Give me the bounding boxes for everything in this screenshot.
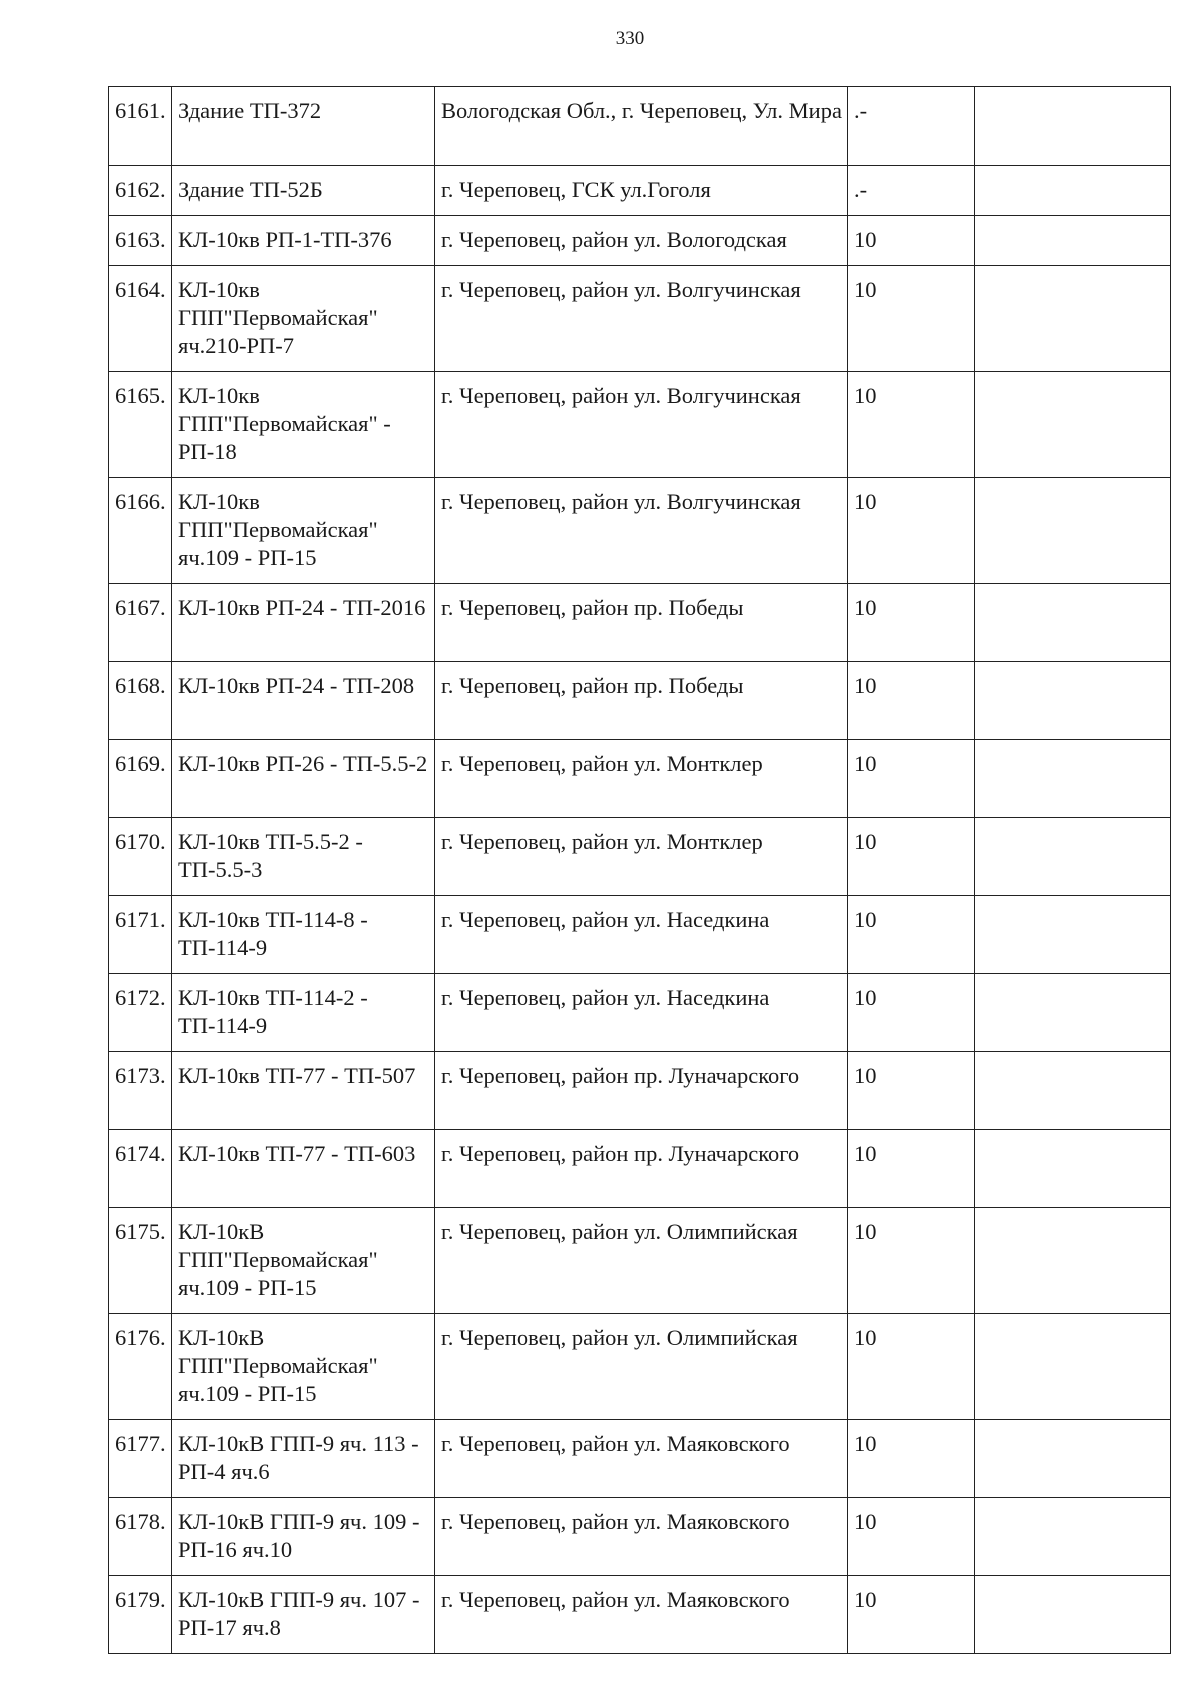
row-number: 6177. [109, 1420, 172, 1498]
object-address: г. Череповец, район ул. Волгучинская [435, 372, 848, 478]
row-number: 6169. [109, 740, 172, 818]
object-name: КЛ-10кв РП-24 - ТП-2016 [172, 584, 435, 662]
registry-table [108, 86, 1171, 1654]
voltage-value: 10 [848, 1420, 975, 1498]
row-number: 6172. [109, 974, 172, 1052]
row-number: 6163. [109, 216, 172, 266]
object-address: г. Череповец, район ул. Маяковского [435, 1576, 848, 1654]
object-address: г. Череповец, район ул. Монтклер [435, 818, 848, 896]
table-row [109, 1314, 1171, 1420]
voltage-value: 10 [848, 818, 975, 896]
object-name: КЛ-10кв ГПП"Первомайская" яч.109 - РП-15 [172, 478, 435, 584]
extra-cell [975, 87, 1171, 166]
extra-cell [975, 1576, 1171, 1654]
object-name: КЛ-10кв РП-24 - ТП-208 [172, 662, 435, 740]
table-row [109, 818, 1171, 896]
table-row [109, 1576, 1171, 1654]
table-row [109, 166, 1171, 216]
voltage-value: 10 [848, 584, 975, 662]
table-row [109, 896, 1171, 974]
object-address: г. Череповец, район ул. Маяковского [435, 1498, 848, 1576]
object-name: КЛ-10кВ ГПП-9 яч. 113 - РП-4 яч.6 [172, 1420, 435, 1498]
voltage-value: 10 [848, 1498, 975, 1576]
row-number: 6162. [109, 166, 172, 216]
table-row [109, 87, 1171, 166]
extra-cell [975, 266, 1171, 372]
extra-cell [975, 478, 1171, 584]
table-row [109, 372, 1171, 478]
voltage-value: 10 [848, 1052, 975, 1130]
object-address: г. Череповец, район ул. Волгучинская [435, 478, 848, 584]
table-row [109, 662, 1171, 740]
object-address: г. Череповец, район ул. Вологодская [435, 216, 848, 266]
voltage-value: 10 [848, 1130, 975, 1208]
row-number: 6168. [109, 662, 172, 740]
row-number: 6176. [109, 1314, 172, 1420]
extra-cell [975, 1420, 1171, 1498]
row-number: 6174. [109, 1130, 172, 1208]
object-address: г. Череповец, ГСК ул.Гоголя [435, 166, 848, 216]
object-name: КЛ-10кв ТП-77 - ТП-507 [172, 1052, 435, 1130]
object-address: г. Череповец, район ул. Наседкина [435, 896, 848, 974]
row-number: 6161. [109, 87, 172, 166]
page-number: 330 [615, 28, 645, 49]
row-number: 6179. [109, 1576, 172, 1654]
extra-cell [975, 662, 1171, 740]
object-address: г. Череповец, район пр. Победы [435, 662, 848, 740]
object-address: г. Череповец, район пр. Луначарского [435, 1130, 848, 1208]
voltage-value: 10 [848, 740, 975, 818]
extra-cell [975, 1498, 1171, 1576]
row-number: 6166. [109, 478, 172, 584]
extra-cell [975, 1208, 1171, 1314]
table-row [109, 1498, 1171, 1576]
object-name: КЛ-10кв ТП-5.5-2 - ТП-5.5-3 [172, 818, 435, 896]
row-number: 6178. [109, 1498, 172, 1576]
voltage-value: 10 [848, 266, 975, 372]
table-row [109, 584, 1171, 662]
extra-cell [975, 1314, 1171, 1420]
table-row [109, 1130, 1171, 1208]
object-address: г. Череповец, район ул. Олимпийская [435, 1208, 848, 1314]
object-name: КЛ-10кв ГПП"Первомайская" яч.210-РП-7 [172, 266, 435, 372]
object-name: КЛ-10кВ ГПП-9 яч. 107 - РП-17 яч.8 [172, 1576, 435, 1654]
table-row [109, 216, 1171, 266]
object-address: г. Череповец, район ул. Монтклер [435, 740, 848, 818]
table-row [109, 1208, 1171, 1314]
object-name: Здание ТП-372 [172, 87, 435, 166]
voltage-value: 10 [848, 1576, 975, 1654]
object-name: КЛ-10кв РП-26 - ТП-5.5-2 [172, 740, 435, 818]
table-row [109, 1052, 1171, 1130]
row-number: 6165. [109, 372, 172, 478]
object-name: КЛ-10кв РП-1-ТП-376 [172, 216, 435, 266]
object-address: г. Череповец, район ул. Волгучинская [435, 266, 848, 372]
extra-cell [975, 974, 1171, 1052]
voltage-value: .- [848, 87, 975, 166]
extra-cell [975, 372, 1171, 478]
extra-cell [975, 896, 1171, 974]
table-row [109, 740, 1171, 818]
object-name: КЛ-10кв ТП-114-2 - ТП-114-9 [172, 974, 435, 1052]
voltage-value: 10 [848, 478, 975, 584]
object-name: КЛ-10кв ТП-114-8 - ТП-114-9 [172, 896, 435, 974]
extra-cell [975, 818, 1171, 896]
extra-cell [975, 740, 1171, 818]
row-number: 6167. [109, 584, 172, 662]
extra-cell [975, 1052, 1171, 1130]
table-row [109, 1420, 1171, 1498]
object-name: КЛ-10кВ ГПП"Первомайская" яч.109 - РП-15 [172, 1314, 435, 1420]
extra-cell [975, 1130, 1171, 1208]
extra-cell [975, 584, 1171, 662]
object-name: КЛ-10кВ ГПП-9 яч. 109 - РП-16 яч.10 [172, 1498, 435, 1576]
extra-cell [975, 166, 1171, 216]
object-address: г. Череповец, район пр. Луначарского [435, 1052, 848, 1130]
voltage-value: 10 [848, 216, 975, 266]
table-row [109, 266, 1171, 372]
object-name: Здание ТП-52Б [172, 166, 435, 216]
row-number: 6175. [109, 1208, 172, 1314]
row-number: 6170. [109, 818, 172, 896]
row-number: 6171. [109, 896, 172, 974]
voltage-value: 10 [848, 896, 975, 974]
voltage-value: 10 [848, 372, 975, 478]
table-row [109, 478, 1171, 584]
voltage-value: 10 [848, 974, 975, 1052]
object-name: КЛ-10кв ГПП"Первомайская" - РП-18 [172, 372, 435, 478]
object-address: Вологодская Обл., г. Череповец, Ул. Мира [435, 87, 848, 166]
object-address: г. Череповец, район ул. Олимпийская [435, 1314, 848, 1420]
voltage-value: 10 [848, 1314, 975, 1420]
object-address: г. Череповец, район ул. Наседкина [435, 974, 848, 1052]
voltage-value: 10 [848, 662, 975, 740]
voltage-value: .- [848, 166, 975, 216]
object-name: КЛ-10кВ ГПП"Первомайская" яч.109 - РП-15 [172, 1208, 435, 1314]
object-address: г. Череповец, район ул. Маяковского [435, 1420, 848, 1498]
object-address: г. Череповец, район пр. Победы [435, 584, 848, 662]
row-number: 6164. [109, 266, 172, 372]
table-row [109, 974, 1171, 1052]
registry-table-body [109, 87, 1171, 1654]
row-number: 6173. [109, 1052, 172, 1130]
object-name: КЛ-10кв ТП-77 - ТП-603 [172, 1130, 435, 1208]
extra-cell [975, 216, 1171, 266]
voltage-value: 10 [848, 1208, 975, 1314]
